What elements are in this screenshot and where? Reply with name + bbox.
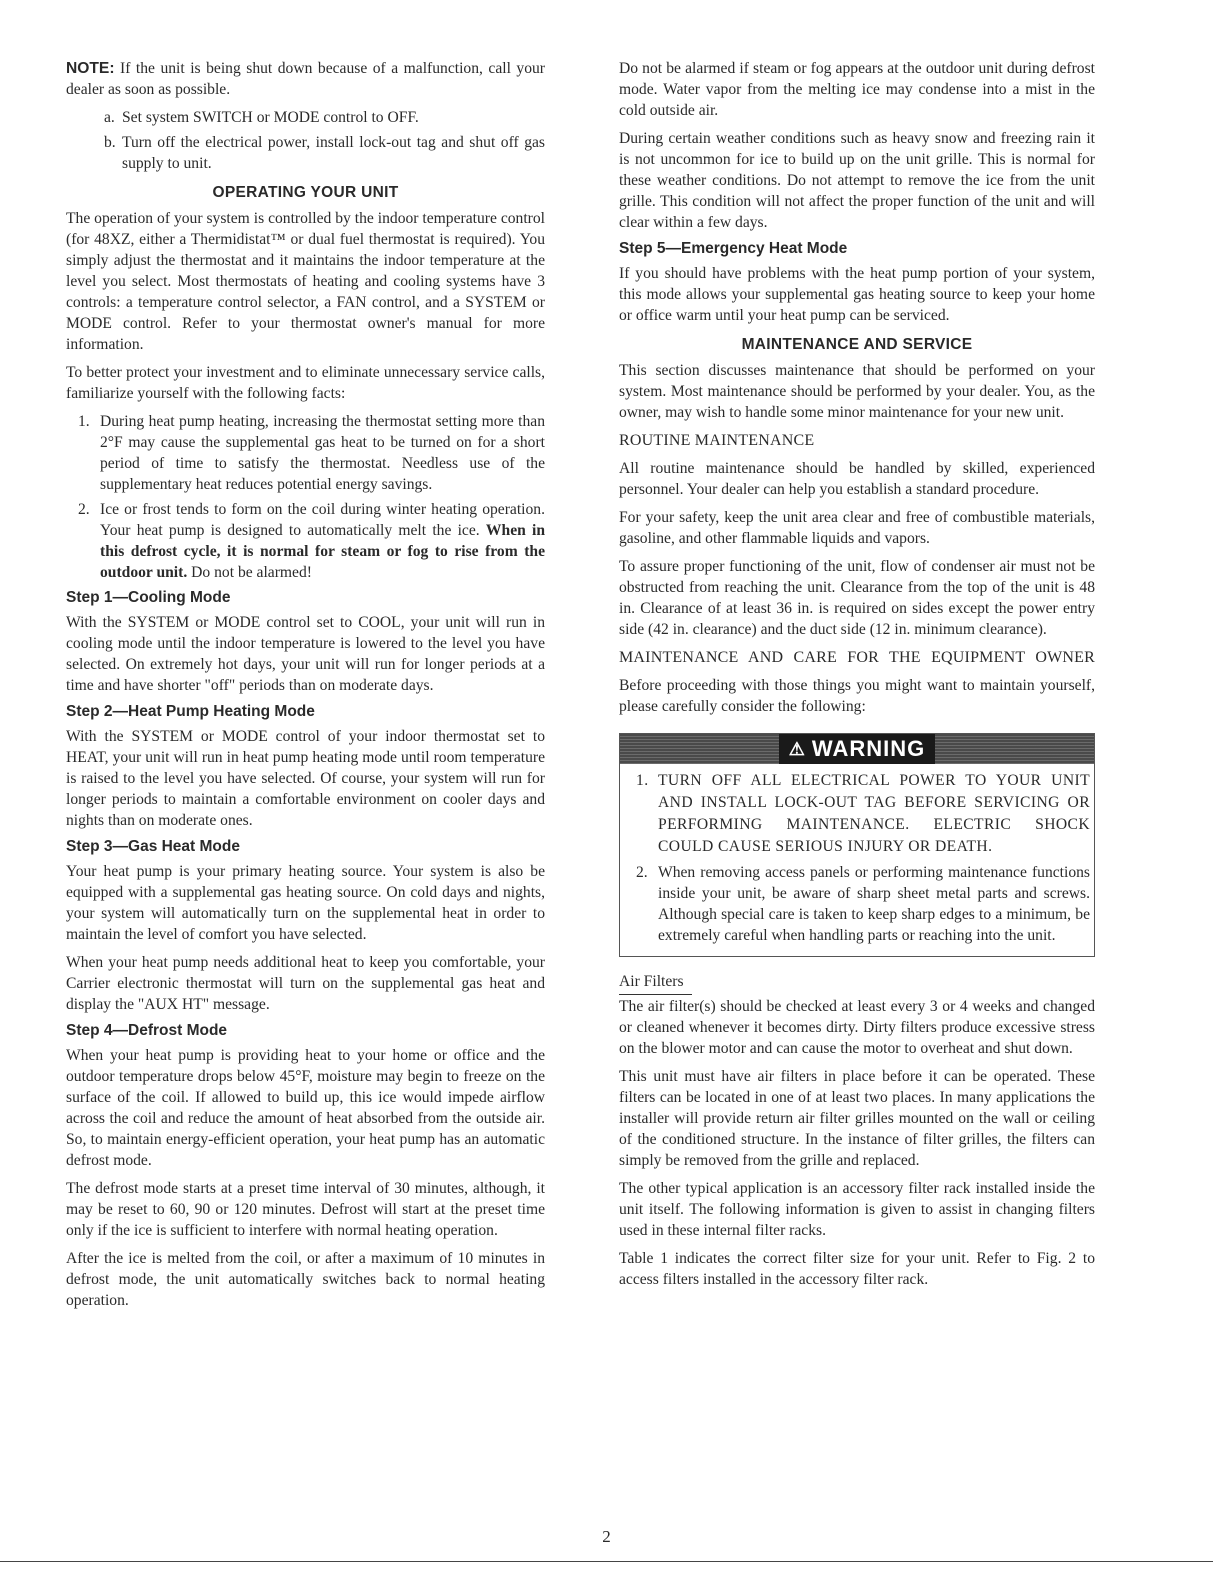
- paragraph: The defrost mode starts at a preset time interval of 30 minutes, although, it may be reset to 60, 90 or 120 minutes. Defrost will start at the preset time only if the ice is sufficient to interfere with normal heating operation.: [66, 1180, 545, 1239]
- list-marker: 2.: [78, 501, 90, 518]
- page-number: 2: [602, 1527, 611, 1546]
- paragraph: During certain weather conditions such as heavy snow and freezing rain it is not uncommon for ice to build up on the unit grille. This is normal for these weather conditions. Do not attempt to remove the ice from the unit grille. This condition will not affect the proper function of the unit and will clear within a few days.: [619, 130, 1095, 231]
- list-marker: a.: [104, 109, 115, 126]
- note-text: If the unit is being shut down because of a malfunction, call your dealer as soon as possible.: [66, 60, 545, 98]
- right-column: [619, 58, 1095, 1297]
- list-marker: b.: [104, 134, 116, 151]
- paragraph: When your heat pump needs additional heat to keep you comfortable, your Carrier electronic thermostat will turn on the supplemental gas heat and display the "AUX HT" message.: [66, 954, 545, 1013]
- list-text: Ice or frost tends to form on the coil during winter heating operation. Your heat pump is designed to automatically melt the ice.: [100, 501, 545, 539]
- air-filters-heading: Air Filters: [619, 973, 684, 990]
- paragraph: The operation of your system is controlled by the indoor temperature control (for 48XZ, either a Thermidistat™ or dual fuel thermostat is required). You simply adjust the thermostat and it maintains the indoor temperature at the level you select. Most thermostats of heating and cooling systems have 3 controls: a temperature control selector, a FAN control, and a SYSTEM or MODE control. Refer to your thermostat owner's manual for more information.: [66, 210, 545, 353]
- note-paragraph: [66, 58, 545, 100]
- paragraph: The air filter(s) should be checked at least every 3 or 4 weeks and changed or cleaned whenever it becomes dirty. Dirty filters produce excessive stress on the blower motor and can cause the motor to overheat and shut down.: [619, 998, 1095, 1057]
- section-title-maintenance: MAINTENANCE AND SERVICE: [741, 336, 973, 353]
- left-column: [66, 58, 545, 1318]
- paragraph: To assure proper functioning of the unit, flow of condenser air must not be obstructed from reaching the unit. Clearance from the top of the unit is 48 in. Clearance of at least 36 in. is required on sides except the power entry side (42 in. clearance) and the duct side (12 in. minimum clearance).: [619, 558, 1095, 638]
- list-text: Set system SWITCH or MODE control to OFF.: [122, 109, 419, 126]
- care-heading: MAINTENANCE AND CARE FOR THE EQUIPMENT OWNER: [619, 649, 1095, 666]
- list-text: TURN OFF ALL ELECTRICAL POWER TO YOUR UNIT AND INSTALL LOCK-OUT TAG BEFORE SERVICING OR PERFORMING MAINTENANCE. ELECTRIC SHOCK COULD CAUSE SERIOUS INJURY OR DEATH.: [658, 772, 1090, 855]
- list-item: [66, 107, 545, 128]
- paragraph: Your heat pump is your primary heating source. Your system is also be equipped with a supplemental gas heating source. On cold days and nights, your system will automatically turn on the supplemental heat in order to maintain the level of comfort you have selected.: [66, 863, 545, 943]
- warning-triangle-icon: ⚠: [788, 738, 806, 759]
- paragraph: This unit must have air filters in place before it can be operated. These filters can be located in one of at least two places. In many applications the installer will provide return air filter grilles mounted on the wall or ceiling of the conditioned structure. In the instance of filter grilles, the filters can simply be removed from the grille and replaced.: [619, 1068, 1095, 1169]
- paragraph: After the ice is melted from the coil, or after a maximum of 10 minutes in defrost mode, the unit automatically switches back to normal heating operation.: [66, 1250, 545, 1309]
- list-marker: 2.: [636, 864, 648, 881]
- paragraph: This section discusses maintenance that should be performed on your system. Most maintenance should be performed by your dealer. You, as the owner, may wish to handle some minor maintenance for your new unit.: [619, 362, 1095, 421]
- list-item: [66, 132, 545, 174]
- list-marker: 1.: [636, 772, 649, 789]
- step2-heading: Step 2—Heat Pump Heating Mode: [66, 703, 315, 720]
- step3-heading: Step 3—Gas Heat Mode: [66, 838, 240, 855]
- list-text: Turn off the electrical power, install lock-out tag and shut off gas supply to unit.: [122, 134, 545, 172]
- list-tail: Do not be alarmed!: [191, 564, 312, 581]
- warning-label-text: WARNING: [811, 736, 926, 761]
- paragraph: Do not be alarmed if steam or fog appears at the outdoor unit during defrost mode. Water vapor from the melting ice may condense into a mist in the cold outside air.: [619, 60, 1095, 119]
- list-item: [66, 499, 545, 583]
- paragraph: Before proceeding with those things you might want to maintain yourself, please carefully consider the following:: [619, 677, 1095, 715]
- section-title-operating: OPERATING YOUR UNIT: [212, 184, 399, 201]
- paragraph: For your safety, keep the unit area clear and free of combustible materials, gasoline, and other flammable liquids and vapors.: [619, 509, 1095, 547]
- paragraph: To better protect your investment and to eliminate unnecessary service calls, familiarize yourself with the following facts:: [66, 364, 545, 402]
- paragraph: The other typical application is an accessory filter rack installed inside the unit itself. The following information is given to assist in changing filters used in these internal filter racks.: [619, 1180, 1095, 1239]
- routine-maintenance-heading: ROUTINE MAINTENANCE: [619, 432, 815, 449]
- list-text: When removing access panels or performing maintenance functions inside your unit, be aware of sharp sheet metal parts and screws. Although special care is taken to keep sharp edges to a minimum, be extremely careful when handling parts or reaching into the unit.: [658, 864, 1090, 944]
- warning-box: [619, 733, 1095, 957]
- step1-heading: Step 1—Cooling Mode: [66, 589, 231, 606]
- facts-list: [66, 411, 545, 583]
- bottom-rule: [0, 1561, 1213, 1562]
- step4-heading: Step 4—Defrost Mode: [66, 1022, 228, 1039]
- list-text: During heat pump heating, increasing the thermostat setting more than 2°F may cause the supplemental gas heat to be turned on for a short period of time to satisfy the thermostat. Needless use of the supplementary heat reduces potential energy savings.: [100, 413, 545, 493]
- paragraph: If you should have problems with the heat pump portion of your system, this mode allows your supplemental gas heating source to keep your home or office warm until your heat pump can be serviced.: [619, 265, 1095, 324]
- list-item: [624, 770, 1090, 858]
- paragraph: Table 1 indicates the correct filter size for your unit. Refer to Fig. 2 to access filters installed in the accessory filter rack.: [619, 1250, 1095, 1288]
- defrost-bold-note: When in this defrost cycle, it is normal for steam or fog to rise from the outdoor unit.: [100, 522, 546, 581]
- paragraph: With the SYSTEM or MODE control of your indoor thermostat set to HEAT, your unit will run in heat pump heating mode until room temperature is raised to the level you have selected. Of course, your system will run for longer periods to maintain a comfortable environment on cooler days and nights than on moderate ones.: [66, 728, 545, 829]
- paragraph: All routine maintenance should be handled by skilled, experienced personnel. Your dealer can help you establish a standard procedure.: [619, 460, 1095, 498]
- paragraph: When your heat pump is providing heat to your home or office and the outdoor temperature drops below 45°F, moisture may begin to freeze on the surface of the coil. If allowed to build up, this ice would impede airflow across the coil and reduce the amount of heat absorbed from the outside air. So, to maintain energy-efficient operation, your heat pump has an automatic defrost mode.: [66, 1047, 545, 1169]
- list-marker: 1.: [78, 413, 90, 430]
- note-label: NOTE:: [66, 60, 115, 77]
- warning-label: [779, 734, 935, 764]
- list-item: [624, 862, 1090, 946]
- warning-banner: [620, 734, 1094, 764]
- paragraph: With the SYSTEM or MODE control set to COOL, your unit will run in cooling mode until the indoor temperature is lowered to the level you have selected. On extremely hot days, your unit will run for longer periods at a time and have shorter "off" periods than on moderate days.: [66, 614, 545, 694]
- shutdown-steps: [66, 107, 545, 174]
- warning-list: [624, 770, 1090, 946]
- list-item: [66, 411, 545, 495]
- step5-heading: Step 5—Emergency Heat Mode: [619, 240, 848, 257]
